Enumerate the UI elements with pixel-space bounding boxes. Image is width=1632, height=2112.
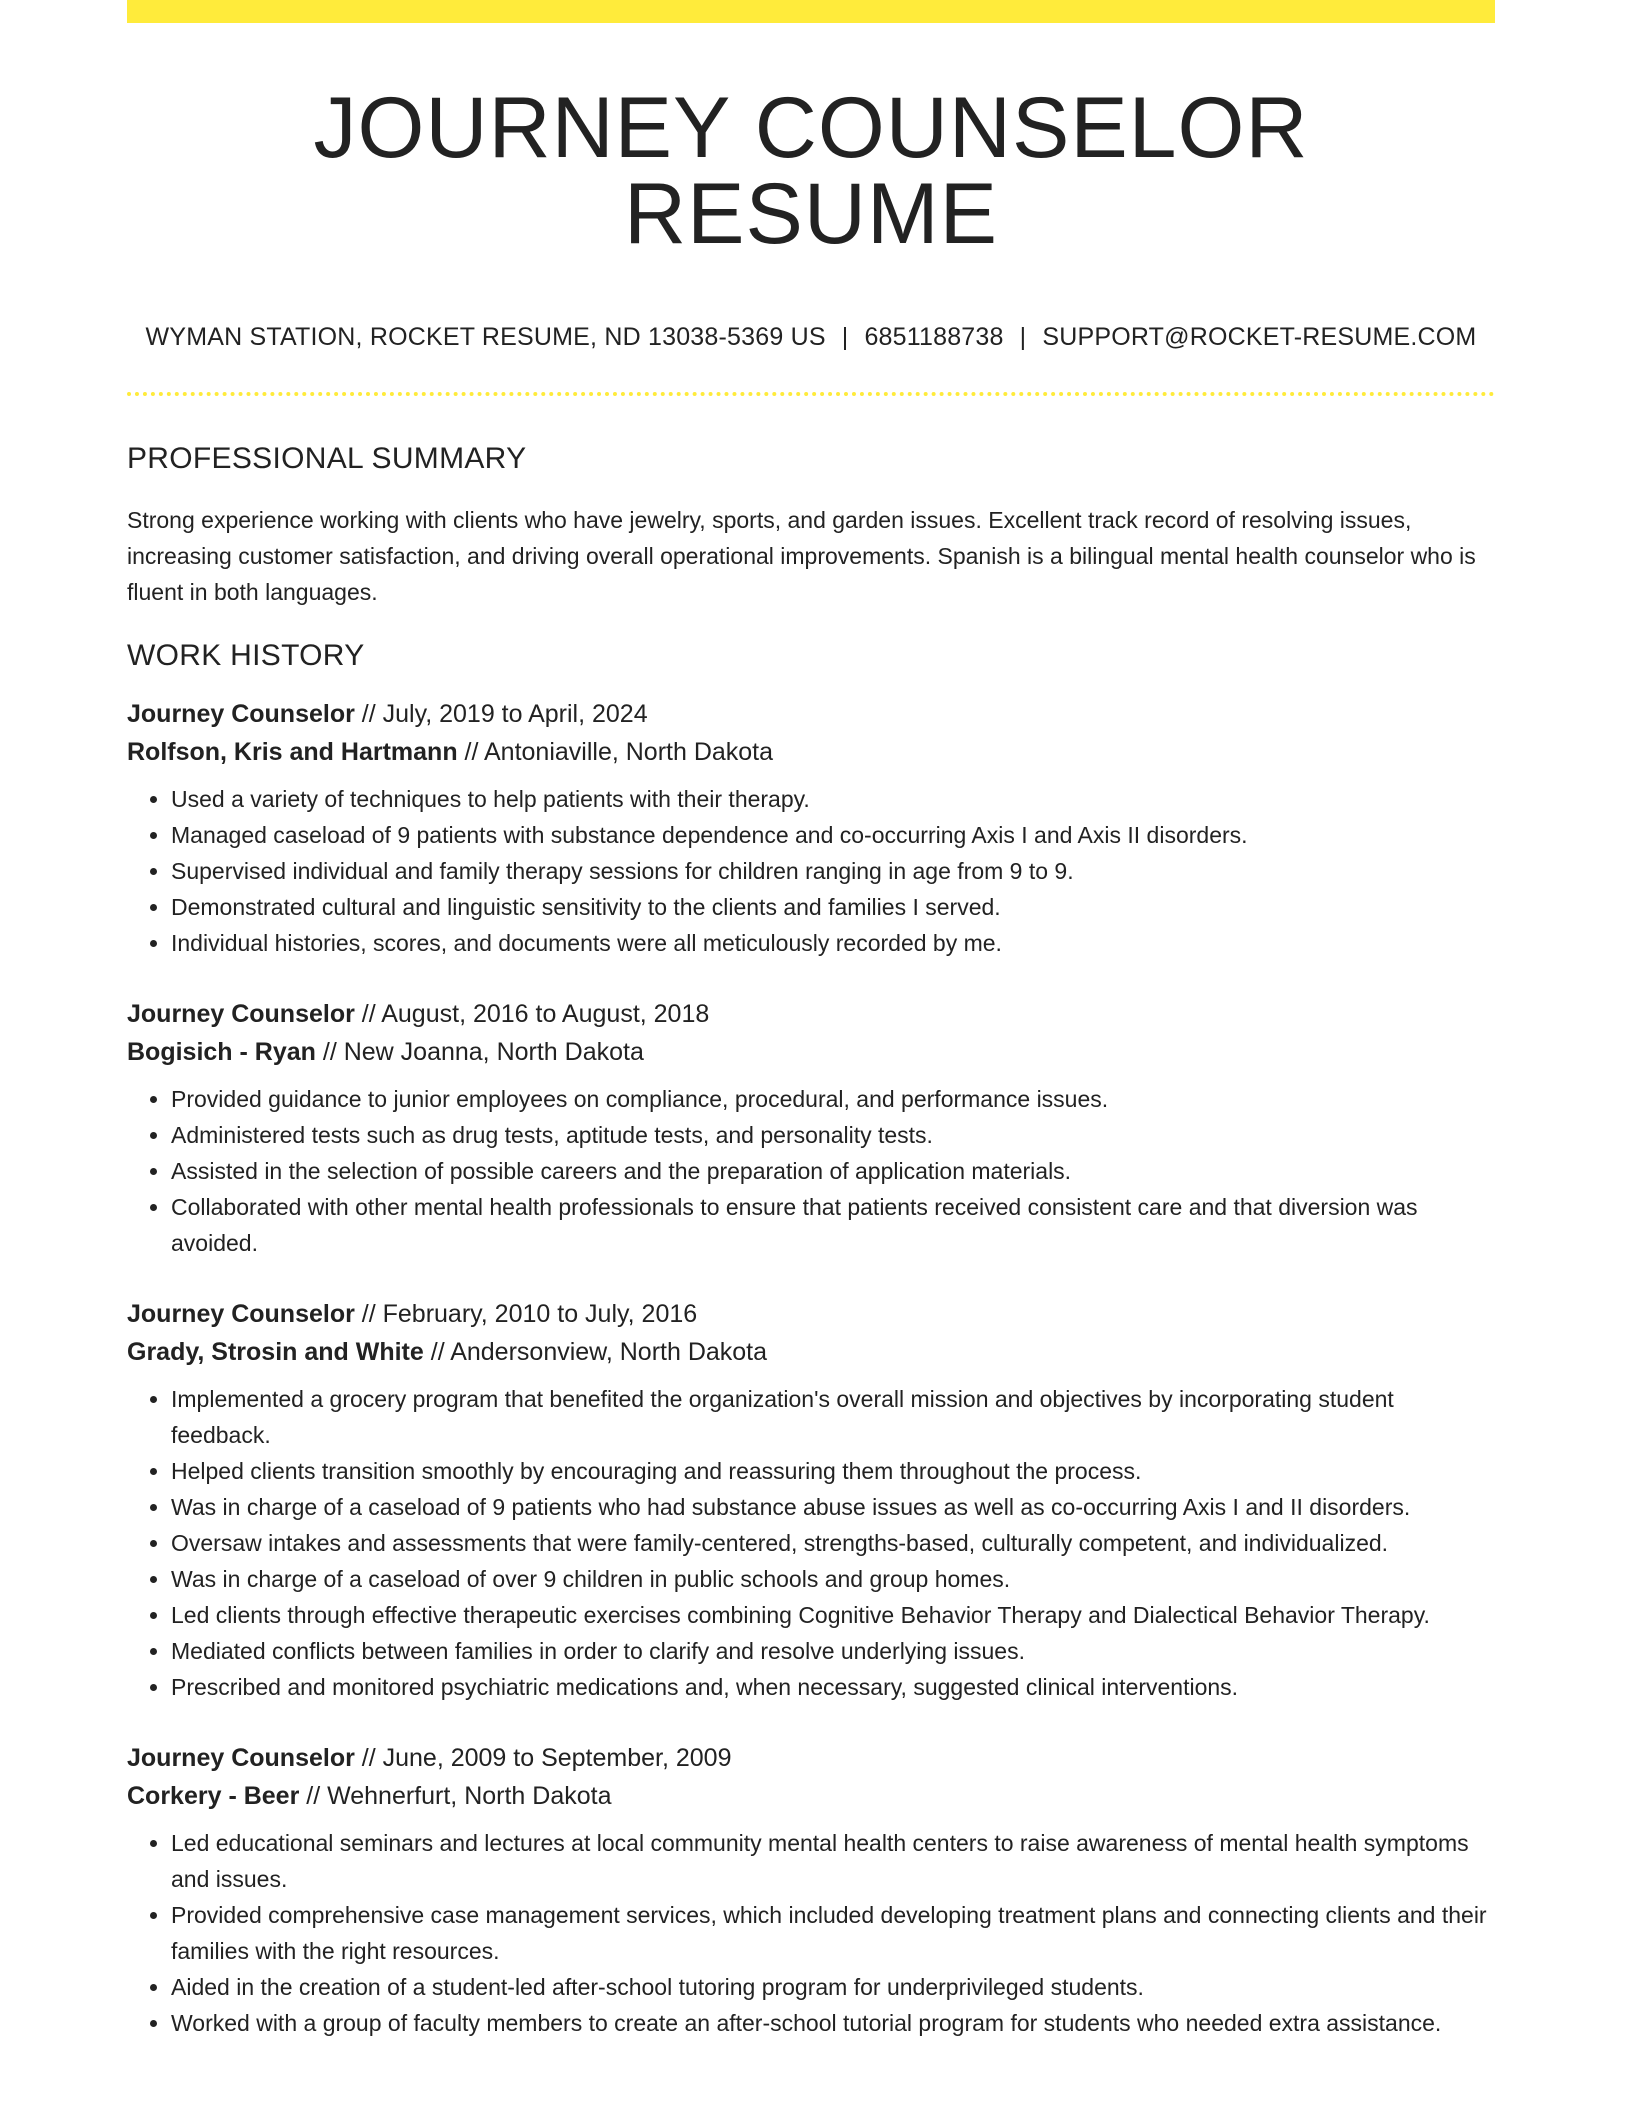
job-title-line xyxy=(127,995,1495,1033)
resume-page xyxy=(127,0,1495,2041)
contact-line xyxy=(127,323,1495,352)
job-bullet: • Aided in the creation of a student-led after-school tutoring program for underprivileged students. xyxy=(171,1969,1495,2005)
job-bullet: • Was in charge of a caseload of over 9 children in public schools and group homes. xyxy=(171,1561,1495,1597)
job-bullet: • Collaborated with other mental health professionals to ensure that patients received consistent care and that diversion was avoided. xyxy=(171,1189,1495,1261)
job-company: Corkery - Beer xyxy=(127,1782,300,1810)
job-bullet-list xyxy=(127,1081,1495,1261)
job-bullet: • Assisted in the selection of possible careers and the preparation of application materials. xyxy=(171,1153,1495,1189)
job-bullet: • Oversaw intakes and assessments that were family-centered, strengths-based, culturally competent, and individualized. xyxy=(171,1525,1495,1561)
job-company: Bogisich - Ryan xyxy=(127,1038,316,1066)
page-title: JOURNEY COUNSELOR RESUME xyxy=(313,80,1309,262)
job-bullet: • Helped clients transition smoothly by encouraging and reassuring them throughout the process. xyxy=(171,1453,1495,1489)
job-title: Journey Counselor xyxy=(127,1000,355,1028)
job-bullet: • Implemented a grocery program that benefited the organization's overall mission and objectives by incorporating student feedback. xyxy=(171,1381,1495,1453)
summary-heading: PROFESSIONAL SUMMARY xyxy=(127,442,527,475)
job-entry xyxy=(127,995,1495,1261)
contact-address: WYMAN STATION, ROCKET RESUME, ND 13038-5369 US xyxy=(145,323,826,351)
job-location: // Andersonview, North Dakota xyxy=(423,1338,768,1366)
job-bullet: • Led clients through effective therapeutic exercises combining Cognitive Behavior Therapy and Dialectical Behavior Therapy. xyxy=(171,1597,1495,1633)
job-company-line xyxy=(127,1333,1495,1371)
job-bullet: • Individual histories, scores, and documents were all meticulously recorded by me. xyxy=(171,925,1495,961)
summary-text: Strong experience working with clients who have jewelry, sports, and garden issues. Excellent track record of resolving issues, increasing customer satisfaction, and driving overall operational improvements. Spanish is a bilingual mental health counselor who is fluent in both languages. xyxy=(127,507,1476,605)
job-entry xyxy=(127,1295,1495,1705)
job-dates: // June, 2009 to September, 2009 xyxy=(354,1744,732,1772)
job-title: Journey Counselor xyxy=(127,1744,355,1772)
job-location: // Antoniaville, North Dakota xyxy=(457,738,774,766)
work-history-list xyxy=(127,695,1495,2041)
job-bullet: • Worked with a group of faculty members to create an after-school tutorial program for students who needed extra assistance. xyxy=(171,2005,1495,2041)
job-bullet-list xyxy=(127,1381,1495,1705)
contact-separator: | xyxy=(1019,323,1027,351)
job-title: Journey Counselor xyxy=(127,1300,355,1328)
work-history-heading: WORK HISTORY xyxy=(127,639,365,672)
job-bullet: • Provided guidance to junior employees on compliance, procedural, and performance issues. xyxy=(171,1081,1495,1117)
job-company: Grady, Strosin and White xyxy=(127,1338,424,1366)
job-bullet: • Mediated conflicts between families in order to clarify and resolve underlying issues. xyxy=(171,1633,1495,1669)
job-title-line xyxy=(127,1295,1495,1333)
job-bullet-list xyxy=(127,781,1495,961)
job-company-line xyxy=(127,1033,1495,1071)
job-company-line xyxy=(127,733,1495,771)
job-dates: // August, 2016 to August, 2018 xyxy=(354,1000,710,1028)
job-title-line xyxy=(127,695,1495,733)
job-title-line xyxy=(127,1739,1495,1777)
dotted-divider xyxy=(127,392,1495,396)
job-bullet: • Led educational seminars and lectures at local community mental health centers to raise awareness of mental health symptoms and issues. xyxy=(171,1825,1495,1897)
job-company-line xyxy=(127,1777,1495,1815)
job-bullet: • Provided comprehensive case management services, which included developing treatment plans and connecting clients and their families with the right resources. xyxy=(171,1897,1495,1969)
top-accent-bar xyxy=(127,0,1495,23)
job-title: Journey Counselor xyxy=(127,700,355,728)
job-bullet: • Prescribed and monitored psychiatric medications and, when necessary, suggested clinical interventions. xyxy=(171,1669,1495,1705)
job-location: // New Joanna, North Dakota xyxy=(315,1038,644,1066)
job-company: Rolfson, Kris and Hartmann xyxy=(127,738,458,766)
job-bullet: • Supervised individual and family therapy sessions for children ranging in age from 9 to 9. xyxy=(171,853,1495,889)
job-dates: // February, 2010 to July, 2016 xyxy=(354,1300,698,1328)
job-bullet: • Demonstrated cultural and linguistic sensitivity to the clients and families I served. xyxy=(171,889,1495,925)
job-dates: // July, 2019 to April, 2024 xyxy=(354,700,648,728)
job-location: // Wehnerfurt, North Dakota xyxy=(299,1782,612,1810)
job-bullet: • Used a variety of techniques to help patients with their therapy. xyxy=(171,781,1495,817)
job-bullet-list xyxy=(127,1825,1495,2041)
contact-separator: | xyxy=(841,323,849,351)
job-bullet: • Was in charge of a caseload of 9 patients who had substance abuse issues as well as co-occurring Axis I and II disorders. xyxy=(171,1489,1495,1525)
job-bullet: • Administered tests such as drug tests, aptitude tests, and personality tests. xyxy=(171,1117,1495,1153)
job-entry xyxy=(127,695,1495,961)
job-entry xyxy=(127,1739,1495,2041)
contact-phone: 6851188738 xyxy=(864,323,1004,351)
job-bullet: • Managed caseload of 9 patients with substance dependence and co-occurring Axis I and Axis II disorders. xyxy=(171,817,1495,853)
contact-email: SUPPORT@ROCKET-RESUME.COM xyxy=(1042,323,1477,351)
